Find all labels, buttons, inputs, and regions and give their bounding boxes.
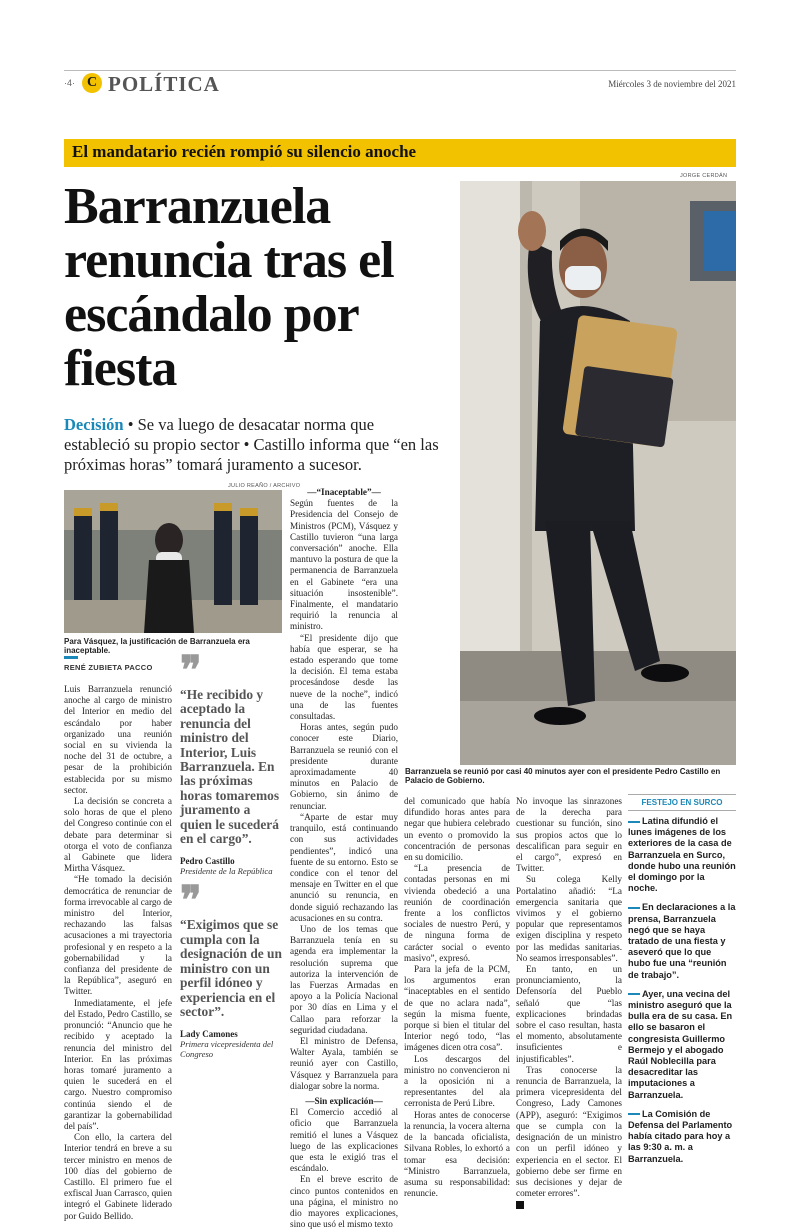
paragraph: Luis Barranzuela renunció anoche al cargo de ministro del Interior en medio del escándalo por haber organizado una reunión social en su vivienda la noche del 31 de octubre, a pesar de la prohibición establecida por su mismo sector. <box>64 684 172 795</box>
paragraph: Tras conocerse la renuncia de Barranzuela, la primera vicepresidenta del Congreso, Lady Camones (APP), aseguró: “Exigimos que se cumpla con la designación de un ministro con un perfil idóneo y experiencia en el sector. El gobierno debe ser firme en sus decisiones y dejar de cometer errores”. <box>516 1064 622 1199</box>
sidebar-title: FESTEJO EN SURCO <box>628 794 736 811</box>
paragraph: “El presidente dijo que había que esperar, se ha estado esperando que tome la decisión. El tema estaba procesándose desde las nueve de la noche”, indicó una de las fuentes consultadas. <box>290 632 398 722</box>
quote-marks-icon: ❞ <box>180 878 202 924</box>
article-column-3 <box>290 487 398 1230</box>
quote-author-role: Primera vicepresidenta del Congreso <box>180 1039 274 1060</box>
paragraph: Su colega Kelly Portalatino añadió: “La emergencia sanitaria que vivimos y el gobierno popular que representamos exigen disciplina y respeto por las medidas sanitarias. No seamos irresponsables”. <box>516 874 622 963</box>
paragraph: El Comercio accedió al oficio que Barranzuela remitió el lunes a Vásquez luego de las explicaciones que esta le exigió tras el escándalo. <box>290 1107 398 1174</box>
byline: RENÉ ZUBIETA PACCO <box>64 663 153 672</box>
quote-text: “Exigimos que se cumpla con la designación de un ministro con un perfil idóneo y experiencia en el sector”. <box>180 917 282 1019</box>
vasquez-ceremony-illustration <box>64 490 282 633</box>
headline: Barranzuela renuncia tras el escándalo por fiesta <box>64 178 394 397</box>
quote-author: Lady Camones <box>180 1029 238 1040</box>
dash-icon <box>628 1113 640 1115</box>
sidebar-item: En declaraciones a la prensa, Barranzuela negó que se haya tratado de una fiesta y aseveró que lo que hubo fue una “reunión de trabajo”. <box>628 902 736 980</box>
deck-lead: Decisión <box>64 415 124 434</box>
deck <box>64 415 444 475</box>
quote-marks-icon: ❞ <box>180 648 202 693</box>
paragraph: Para la jefa de la PCM, los argumentos eran “inaceptables en el sentido de que no aclara nada”, según la misma fuente, porque si bien el titular del Interior negó todo, “las imágenes dicen otra cosa”. <box>404 964 510 1053</box>
sidebar-item: Ayer, una vecina del ministro aseguró que la bulla era de su casa. En ello se basaron el congresista Guillermo Bermejo y el abogado Raúl Noblecilla para desacreditar las imputaciones a Barranzuela. <box>628 988 733 1100</box>
article-column-5 <box>516 796 622 1211</box>
quotes-column <box>180 648 282 1060</box>
issue-date: Miércoles 3 de noviembre del 2021 <box>608 79 736 89</box>
small-photo <box>64 490 282 633</box>
paragraph: Horas antes, según pudo conocer este Diario, Barranzuela se reunió con el presidente durante aproximadamente 40 minutos en Palacio de Gobierno, sin ánimo de renunciar. <box>290 722 398 811</box>
paragraph: “Aparte de estar muy tranquilo, está continuando con sus actividades pendientes”, indicó una fuente de su entorno. Esto se condice con el tenor del mensaje en Twitter en el que anunció su renuncia, en donde siguió rechazando las acusaciones en su contra. <box>290 811 398 923</box>
paragraph: En tanto, en un pronunciamiento, la Defensoría del Pueblo señaló que “las explicaciones brindadas sobre el caso resultan, hasta el momento, absolutamente insuficientes e injustificables”. <box>516 964 622 1064</box>
subheading: —“Inaceptable”— <box>307 487 381 497</box>
newspaper-logo-icon: C <box>82 73 102 93</box>
paragraph: La decisión se concreta a solo horas de que el pleno del Congreso continúe con el debate para determinar si otorga el voto de confianza al Gabinete que lidera Mirtha Vásquez. <box>64 796 172 874</box>
paragraph: Con ello, la cartera del Interior tendrá en breve a su tercer ministro en menos de 100 días del gobierno de Castillo. El primero fue el exfiscal Juan Carrasco, quien integró el Gabinete liderado por Guido Bellido. <box>64 1132 172 1221</box>
paragraph: Horas antes de conocerse la renuncia, la vocera alterna de la bancada oficialista, Silvana Robles, lo exhortó a tomar esa decisión: “Ministro Barranzuela, asuma su responsabilidad: renuncie. <box>404 1109 510 1199</box>
quote-author: Pedro Castillo <box>180 856 235 867</box>
dash-icon <box>628 993 640 995</box>
main-photo-caption: Barranzuela se reunió por casi 40 minutos ayer con el presidente Pedro Castillo en Palacio de Gobierno. <box>405 767 721 785</box>
small-photo-credit: JULIO REAÑO / ARCHIVO <box>228 483 301 489</box>
article-column-1 <box>64 684 172 1222</box>
kicker-text: El mandatario recién rompió su silencio anoche <box>72 142 417 161</box>
quote-author-role: Presidente de la República <box>180 866 273 877</box>
byline-rule <box>64 656 78 659</box>
quote-text: “He recibido y aceptado la renuncia del ministro del Interior, Luis Barranzuela. En las próximas horas tomaremos juramento a quien le sucederá en el cargo”. <box>180 687 280 847</box>
sidebar-item: Latina difundió el lunes imágenes de los exteriores de la casa de Barranzuela en Surco, donde hubo una reunión el domingo por la noche. <box>628 816 736 894</box>
main-photo <box>460 181 736 765</box>
page-number: ·4· <box>64 78 76 88</box>
paragraph: Los descargos del ministro no convencieron ni a la oposición ni a representantes del ala cerronista de Perú Libre. <box>404 1053 510 1109</box>
paragraph: Inmediatamente, el jefe del Estado, Pedro Castillo, se pronunció: “Anuncio que he recibido y aceptado la renuncia del ministro del Interior. En las próximas horas tomaré juramento a quien le sucederá en el cargo. Nuestro compromiso continúa siendo el de garantizar la gobernabilidad del país”. <box>64 997 172 1131</box>
paragraph: Según fuentes de la Presidencia del Consejo de Ministros (PCM), Vásquez y Castillo tuvieron “una larga conversación” anoche. Ella mantuvo la postura de que la permanencia de Barranzuela en el Gabinete “era una situación insostenible”. Finalmente, el mandatario requirió la renuncia al ministro. <box>290 498 398 632</box>
paragraph: del comunicado que había difundido horas antes para negar que hubiera celebrado un evento o promovido la concentración de personas en su domicilio. <box>404 796 510 863</box>
paragraph: El ministro de Defensa, Walter Ayala, también se reunió ayer con Castillo, Vásquez y Barranzuela para dialogar sobre la norma. <box>290 1035 398 1091</box>
main-photo-credit: JORGE CERDÁN <box>680 173 728 179</box>
sidebar-item: La Comisión de Defensa del Parlamento había citado para hoy a las 9:30 a. m. a Barranzuela. <box>628 1108 733 1164</box>
dash-icon <box>628 907 640 909</box>
dash-icon <box>628 821 640 823</box>
paragraph: Uno de los temas que Barranzuela tenía en su agenda era implementar la resolución suprema que autoriza la intervención de las Fuerzas Armadas en apoyo a la Policía Nacional por 30 días en Lima y el Callao para reforzar la seguridad ciudadana. <box>290 923 398 1035</box>
paragraph: “La presencia de contadas personas en mi vivienda obedeció a una reunión de coordinación frente a los conflictos sociales de nuestro Perú, y de ninguna forma de carácter social o evento masivo”, expresó. <box>404 863 510 963</box>
paragraph: “He tomado la decisión democrática de renunciar de forma irrevocable al cargo de ministro del Interior, rechazando las falsas acusaciones a mi trayectoria profesional y en respeto a la gobernabilidad y la confianza del presidente de la República”, aseguró en Twitter. <box>64 874 172 997</box>
small-photo-caption: Para Vásquez, la justificación de Barranzuela era inaceptable. <box>64 637 250 655</box>
sidebar-box <box>628 816 736 1165</box>
paragraph: No invoque las sinrazones de la derecha para cuestionar su función, sino sus propios actos que lo descalifican para seguir en el cargo”, expresó en Twitter. <box>516 796 622 874</box>
subheading: —Sin explicación— <box>305 1095 383 1106</box>
top-rule <box>64 70 736 71</box>
paragraph: En el breve escrito de cinco puntos contenidos en una página, el ministro no dio mayores explicaciones, sino que usó el mismo texto <box>290 1174 398 1230</box>
minister-walking-illustration <box>460 181 736 765</box>
section-title: POLÍTICA <box>108 72 220 96</box>
kicker-banner <box>64 139 736 167</box>
end-of-article-icon <box>516 1201 524 1209</box>
deck-text: • Se va luego de desacatar norma que estableció su propio sector • Castillo informa que “en las próximas horas” tomará juramento a sucesor. <box>64 415 439 474</box>
article-column-4 <box>404 796 510 1199</box>
